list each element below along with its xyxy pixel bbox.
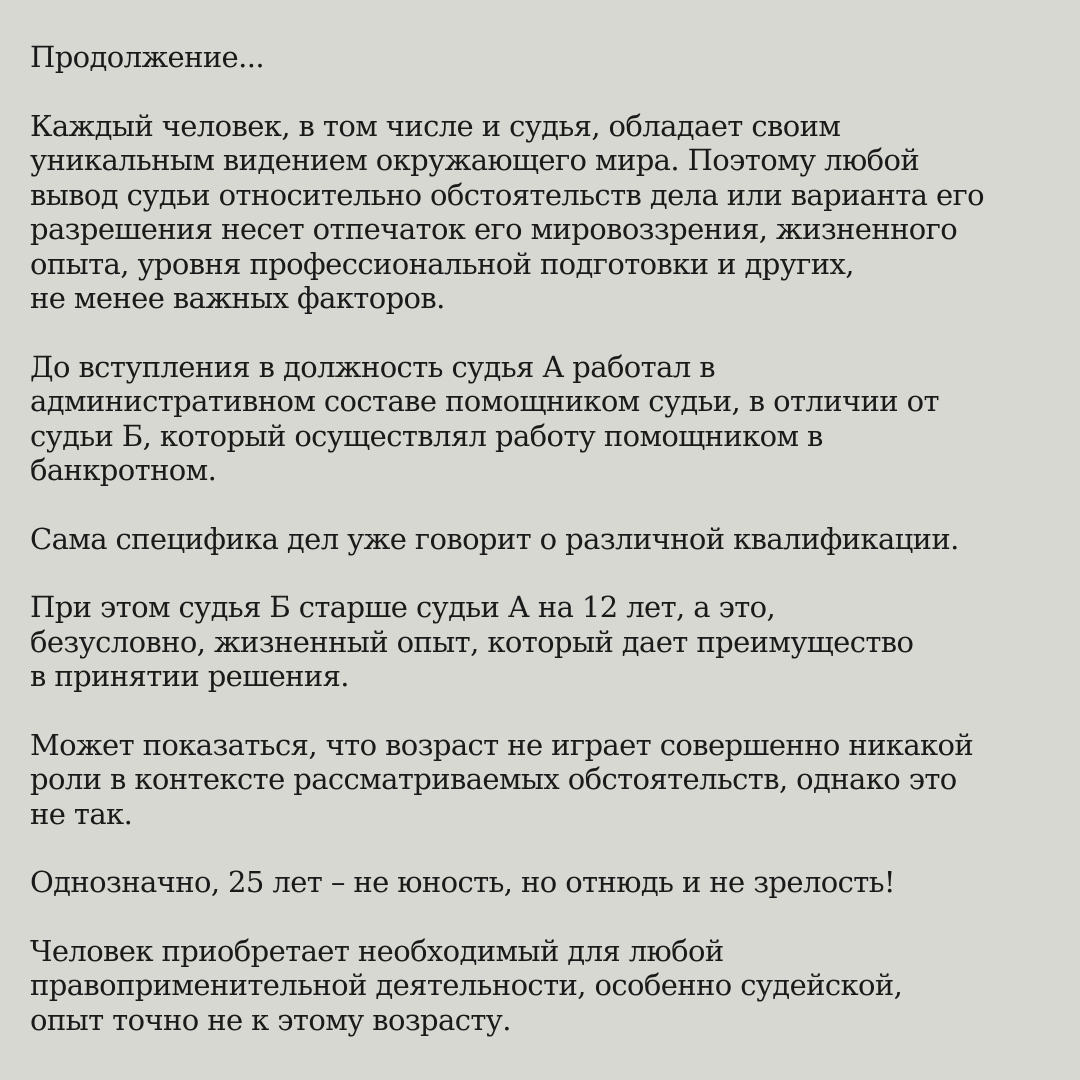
paragraph-line: административном составе помощником судьи, в отличии от bbox=[30, 384, 939, 418]
paragraph-3 bbox=[30, 522, 1052, 557]
paragraph-line: разрешения несет отпечаток его мировоззрения, жизненного bbox=[30, 212, 958, 246]
paragraph-5 bbox=[30, 728, 1052, 832]
paragraph-line: опыта, уровня профессиональной подготовки и других, bbox=[30, 246, 854, 281]
paragraph-line: Однозначно, 25 лет – не юность, но отнюдь и не зрелость! bbox=[30, 865, 895, 899]
paragraph-1 bbox=[30, 109, 1052, 316]
paragraph-line: банкротном. bbox=[30, 453, 217, 487]
paragraph-line: безусловно, жизненный опыт, который дает преимущество bbox=[30, 624, 914, 659]
paragraph-line: Человек приобретает необходимый для любой bbox=[30, 933, 724, 968]
paragraph-line: не менее важных факторов. bbox=[30, 281, 445, 315]
paragraph-4 bbox=[30, 590, 1052, 694]
paragraph-line: Каждый человек, в том числе и судья, обладает своим bbox=[30, 108, 841, 143]
paragraph-line: правоприменительной деятельности, особенно судейской, bbox=[30, 968, 903, 1002]
paragraph-line: вывод судьи относительно обстоятельств дела или варианта его bbox=[30, 177, 984, 212]
paragraph-line: До вступления в должность судья А работал в bbox=[30, 349, 715, 384]
paragraph-line: уникальным видением окружающего мира. Поэтому любой bbox=[30, 143, 920, 177]
document-heading: Продолжение... bbox=[30, 40, 264, 74]
paragraph-line: не так. bbox=[30, 796, 133, 831]
paragraph-line: При этом судья Б старше судьи А на 12 лет, а это, bbox=[30, 590, 776, 624]
paragraph-7 bbox=[30, 934, 1052, 1038]
paragraph-line: Может показаться, что возраст не играет совершенно никакой bbox=[30, 727, 974, 762]
paragraph-2 bbox=[30, 350, 1052, 488]
paragraph-6 bbox=[30, 865, 1052, 900]
paragraph-line: судьи Б, который осуществлял работу помощником в bbox=[30, 418, 823, 453]
paragraph-line: роли в контексте рассматриваемых обстоятельств, однако это bbox=[30, 762, 957, 796]
paragraph-line: опыт точно не к этому возрасту. bbox=[30, 1002, 511, 1037]
paragraph-line: Сама специфика дел уже говорит о различной квалификации. bbox=[30, 521, 959, 556]
paragraph-line: в принятии решения. bbox=[30, 659, 349, 693]
